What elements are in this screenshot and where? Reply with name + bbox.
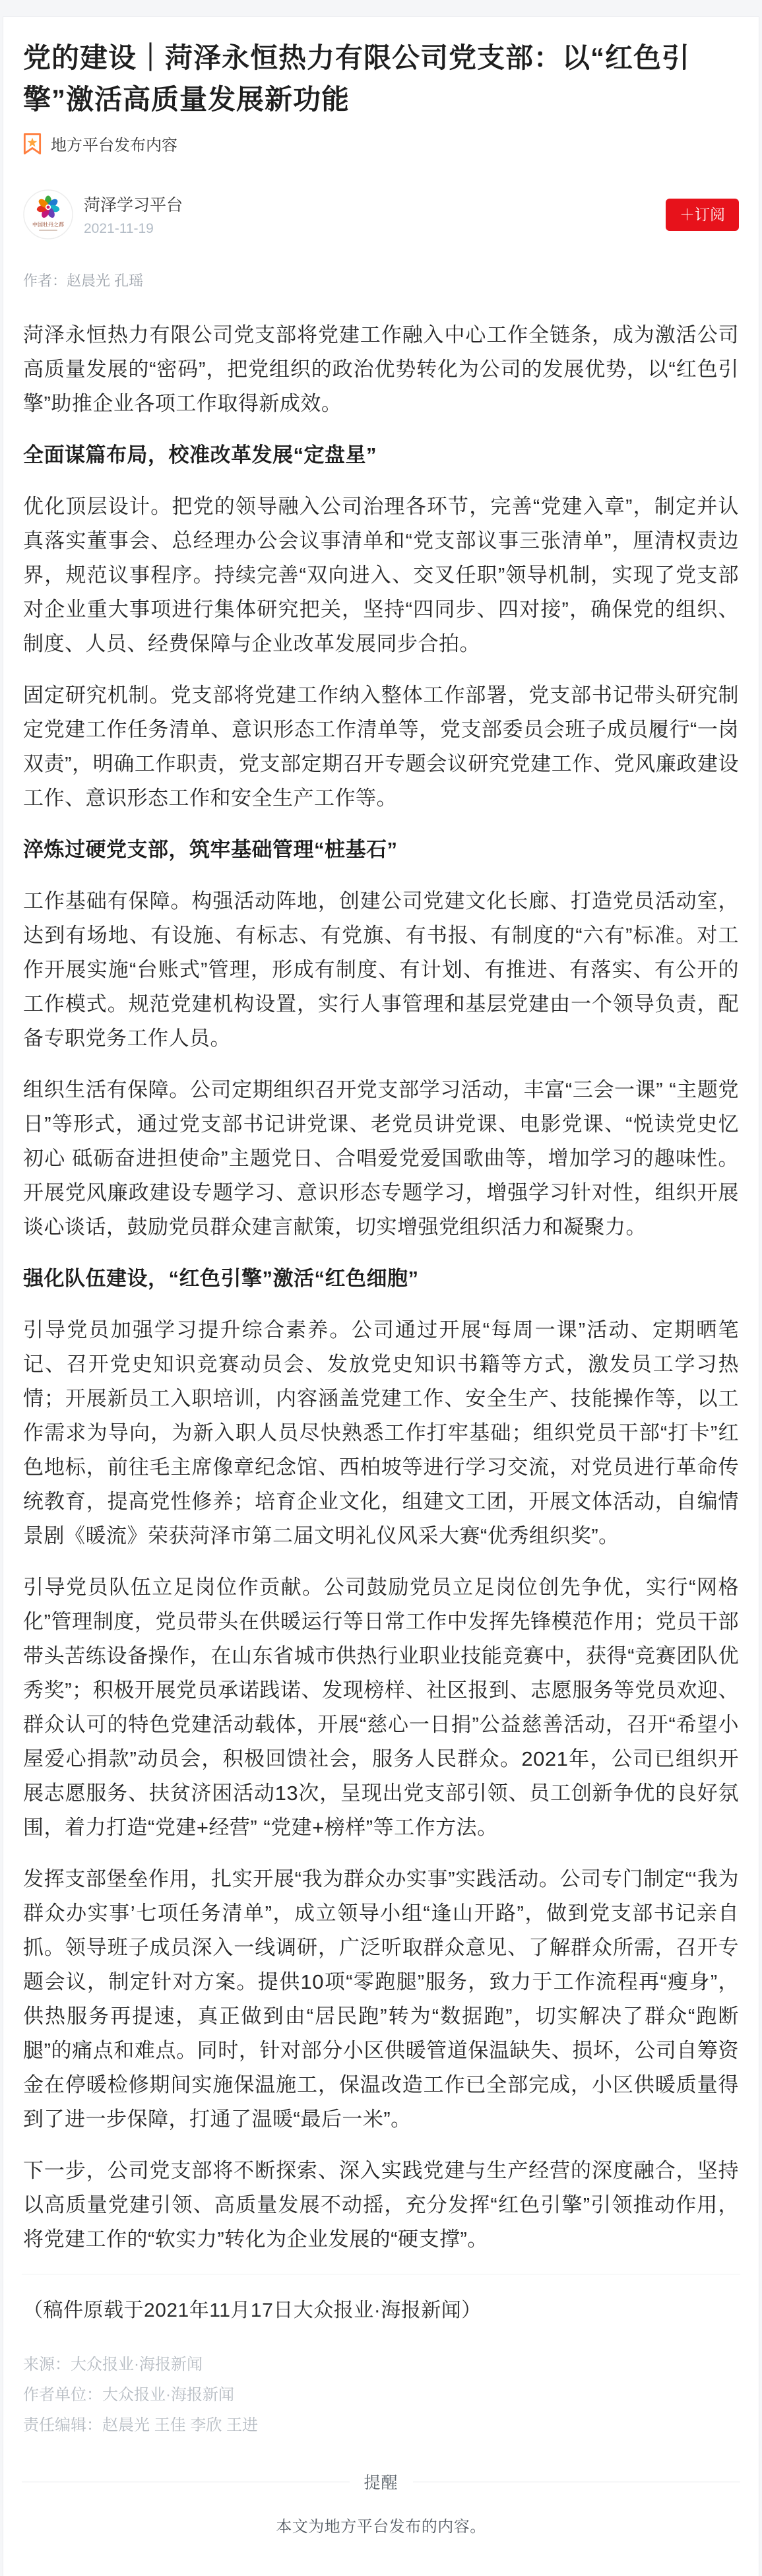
reminder-note: 本文为地方平台发布的内容。 <box>276 2518 486 2536</box>
article-paragraph: 组织生活有保障。公司定期组织召开党支部学习活动，丰富“三会一课” “主题党日”等形式，通过党支部书记讲党课、老党员讲党课、电影党课、“悦读党史忆初心 砥砺奋进担使命”主题党日、合唱爱党爱国歌曲等，增加学习的趣味性。开展党风廉政建设专题学习、意识形态专题学习，增强学习针对性，组织开展谈心谈话，鼓励党员群众建言献策，切实增强党组织活力和凝聚力。 <box>23 1078 739 1239</box>
article-heading: 淬炼过硬党支部，筑牢基础管理“桩基石” <box>23 838 398 861</box>
platform-badge <box>22 132 740 155</box>
publisher-row <box>22 189 740 240</box>
publisher-logo[interactable] <box>23 189 73 240</box>
logo-caption: 中国牡丹之都 <box>32 222 64 228</box>
article-paragraph: 优化顶层设计。把党的领导融入公司治理各环节，完善“党建入章”，制定并认真落实董事会、总经理办公会议事清单和“党支部议事三张清单”，厘清权责边界，规范议事程序。持续完善“双向进入、交叉任职”领导机制，实现了党支部对企业重大事项进行集体研究把关，坚持“四同步、四对接”，确保党的组织、制度、人员、经费保障与企业改革发展同步合拍。 <box>23 495 739 655</box>
meta-line: 责任编辑：赵晨光 王佳 李欣 王进 <box>23 2416 259 2434</box>
article-paragraph: 发挥支部堡垒作用，扎实开展“我为群众办实事”实践活动。公司专门制定“‘我为群众办实事’七项任务清单”，成立领导小组“逢山开路”，做到党支部书记亲自抓。领导班子成员深入一线调研，广泛听取群众意见、了解群众所需，召开专题会议，制定针对方案。提供10项“零跑腿”服务，致力于工作流程再“瘦身”，供热服务再提速，真正做到由“居民跑”转为“数据跑”，切实解决了群众“跑断腿”的痛点和难点。同时，针对部分小区供暖管道保温缺失、损坏，公司自筹资金在停暖检修期间实施保温施工，保温改造工作已全部完成，小区供暖质量得到了进一步保障，打通了温暖“最后一米”。 <box>23 1867 739 2131</box>
badge-label: 地方平台发布内容 <box>51 137 177 154</box>
article-heading: 全面谋篇布局，校准改革发展“定盘星” <box>23 443 377 467</box>
source-note: （稿件原载于2021年11月17日大众报业·海报新闻） <box>23 2300 482 2321</box>
meta-line: 来源：大众报业·海报新闻 <box>23 2356 203 2373</box>
meta-line: 作者单位：大众报业·海报新闻 <box>23 2386 234 2404</box>
reminder-divider <box>22 2470 740 2494</box>
publisher-info <box>84 192 183 237</box>
publisher-name[interactable]: 菏泽学习平台 <box>84 196 183 214</box>
article-paragraph: 下一步，公司党支部将不断探索、深入实践党建与生产经营的深度融合，坚持以高质量党建引领、高质量发展不动摇，充分发挥“红色引擎”引领推动作用，将党建工作的“软实力”转化为企业发展的“硬支撑”。 <box>23 2159 739 2251</box>
article-body <box>22 318 740 2257</box>
article-paragraph: 引导党员队伍立足岗位作贡献。公司鼓励党员立足岗位创先争优，实行“网格化”管理制度，党员带头在供暖运行等日常工作中发挥先锋模范作用；党员干部带头苦练设备操作，在山东省城市供热行业职业技能竞赛中，获得“竞赛团队优秀奖”；积极开展党员承诺践诺、发现榜样、社区报到、志愿服务等党员欢迎、群众认可的特色党建活动载体，开展“慈心一日捐”公益慈善活动，召开“希望小屋爱心捐款”动员会，积极回馈社会，服务人民群众。2021年，公司已组织开展志愿服务、扶贫济困活动13次，呈现出党支部引领、员工创新争优的良好氛围，着力打造“党建+经营” “党建+榜样”等工作方法。 <box>23 1576 739 1839</box>
article-paragraph: 固定研究机制。党支部将党建工作纳入整体工作部署，党支部书记带头研究制定党建工作任务清单、意识形态工作清单等，党支部委员会班子成员履行“一岗双责”，明确工作职责，党支部定期召开专题会议研究党建工作、党风廉政建设工作、意识形态工作和安全生产工作等。 <box>23 684 739 810</box>
article-paragraph: 菏泽永恒热力有限公司党支部将党建工作融入中心工作全链条，成为激活公司高质量发展的“密码”，把党组织的政治优势转化为公司的发展优势，以“红色引擎”助推企业各项工作取得新成效。 <box>23 323 739 415</box>
author-line: 作者：赵晨光 孔瑶 <box>23 273 144 289</box>
reminder-section <box>22 2470 740 2536</box>
article-heading: 强化队伍建设，“红色引擎”激活“红色细胞” <box>23 1267 419 1290</box>
meta-block <box>22 2350 740 2441</box>
article-paragraph: 工作基础有保障。构强活动阵地，创建公司党建文化长廊、打造党员活动室，达到有场地、有设施、有标志、有党旗、有书报、有制度的“六有”标准。对工作开展实施“台账式”管理，形成有制度、有计划、有推进、有落实、有公开的工作模式。规范党建机构设置，实行人事管理和基层党建由一个领导负责，配备专职党务工作人员。 <box>23 889 739 1050</box>
source-section <box>22 2274 740 2441</box>
page-title: 党的建设｜菏泽永恒热力有限公司党支部：以“红色引擎”激活高质量发展新功能 <box>23 42 691 115</box>
publish-date: 2021-11-19 <box>84 221 154 236</box>
article-paragraph: 引导党员加强学习提升综合素养。公司通过开展“每周一课”活动、定期晒笔记、召开党史知识竞赛动员会、发放党史知识书籍等方式，激发员工学习热情；开展新员工入职培训，内容涵盖党建工作、安全生产、技能操作等，以工作需求为导向，为新入职人员尽快熟悉工作打牢基础；组织党员干部“打卡”红色地标，前往毛主席像章纪念馆、西柏坡等进行学习交流，对党员进行革命传统教育，提高党性修养；培育企业文化，组建文工团，开展文体活动，自编情景剧《暖流》荣获菏泽市第二届文明礼仪风采大赛“优秀组织奖”。 <box>23 1318 739 1547</box>
article-page <box>0 16 762 2536</box>
subscribe-button[interactable]: ＋订阅 <box>666 199 739 231</box>
logo-caption-underline <box>39 230 57 231</box>
reminder-label: 提醒 <box>364 2474 398 2492</box>
article-card <box>3 16 759 2576</box>
bookmark-star-icon <box>23 133 42 155</box>
